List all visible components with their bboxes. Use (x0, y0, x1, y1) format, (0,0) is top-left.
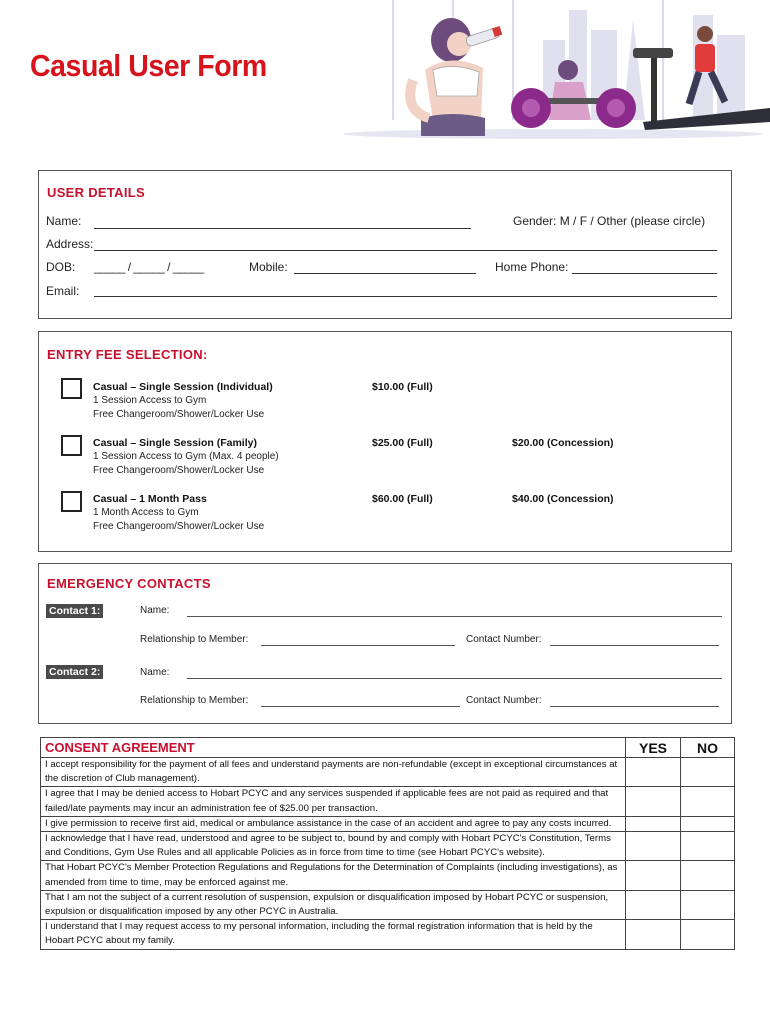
option-detail: Free Changeroom/Shower/Locker Use (93, 465, 265, 476)
no-cell[interactable] (681, 758, 735, 787)
gym-illustration (333, 0, 770, 140)
email-field[interactable] (94, 296, 717, 297)
contact-name-label: Name: (140, 605, 170, 616)
address-label: Address: (46, 237, 94, 251)
no-cell[interactable] (681, 920, 735, 949)
contact-1-name-field[interactable] (187, 616, 722, 617)
yes-cell[interactable] (626, 890, 681, 919)
entry-fee-section (38, 331, 732, 552)
address-field[interactable] (94, 250, 717, 251)
consent-statement: That Hobart PCYC's Member Protection Regulations and Regulations for the Determination of Complaints (including investigations), as amended from time to time, may be enforced against me. (41, 861, 626, 890)
consent-statement: I agree that I may be denied access to Hobart PCYC and any services suspended if applicable fees are not paid as required and that failed/late payments may incur an administration fee of $25.00 per transaction. (41, 787, 626, 816)
no-cell[interactable] (681, 861, 735, 890)
option-detail: 1 Session Access to Gym (93, 395, 207, 406)
home-phone-label: Home Phone: (495, 260, 569, 274)
yes-cell[interactable] (626, 861, 681, 890)
dob-field[interactable]: _____ / _____ / _____ (94, 260, 204, 274)
relationship-label: Relationship to Member: (140, 695, 249, 706)
no-header: NO (681, 738, 735, 758)
price-full: $60.00 (Full) (372, 493, 433, 505)
option-detail: 1 Month Access to Gym (93, 507, 199, 518)
no-cell[interactable] (681, 787, 735, 816)
price-full: $25.00 (Full) (372, 437, 433, 449)
contact-number-label: Contact Number: (466, 634, 542, 645)
contact-2-name-field[interactable] (187, 678, 722, 679)
yes-cell[interactable] (626, 816, 681, 831)
emergency-contacts-section (38, 563, 732, 724)
no-cell[interactable] (681, 890, 735, 919)
contact-2-number-field[interactable] (550, 706, 719, 707)
relationship-label: Relationship to Member: (140, 634, 249, 645)
contact-2-tag: Contact 2: (46, 665, 103, 679)
consent-row (41, 861, 735, 890)
consent-row (41, 787, 735, 816)
gender-label: Gender: M / F / Other (please circle) (513, 214, 706, 228)
name-label: Name: (46, 214, 82, 228)
consent-header-row (41, 738, 735, 758)
price-concession: $40.00 (Concession) (512, 493, 614, 505)
emergency-heading: EMERGENCY CONTACTS (47, 576, 211, 591)
entry-fee-heading: ENTRY FEE SELECTION: (47, 347, 208, 362)
consent-row (41, 890, 735, 919)
contact-name-label: Name: (140, 667, 170, 678)
consent-statement: I accept responsibility for the payment of all fees and understand payments are non-refundable (except in exceptional circumstances at the discretion of Club management). (41, 758, 626, 787)
option-name: Casual – 1 Month Pass (93, 493, 207, 505)
option-name: Casual – Single Session (Individual) (93, 381, 273, 393)
yes-cell[interactable] (626, 787, 681, 816)
option-checkbox[interactable] (61, 435, 82, 456)
yes-header: YES (626, 738, 681, 758)
contact-1-number-field[interactable] (550, 645, 719, 646)
consent-table (40, 737, 735, 950)
consent-row (41, 920, 735, 949)
user-details-section (38, 170, 732, 319)
email-label: Email: (46, 284, 80, 298)
consent-row (41, 832, 735, 861)
home-phone-field[interactable] (572, 273, 717, 274)
name-field[interactable] (94, 228, 471, 229)
consent-statement: That I am not the subject of a current resolution of suspension, expulsion or disqualification imposed by Hobart PCYC or suspension, expulsion or disqualification imposed by any other PCYC in Australia. (41, 890, 626, 919)
yes-cell[interactable] (626, 758, 681, 787)
option-checkbox[interactable] (61, 378, 82, 399)
contact-number-label: Contact Number: (466, 695, 542, 706)
consent-statement: I give permission to receive first aid, medical or ambulance assistance in the case of an accident and agree to pay any costs incurred. (41, 816, 626, 831)
no-cell[interactable] (681, 816, 735, 831)
consent-row (41, 816, 735, 831)
price-full: $10.00 (Full) (372, 381, 433, 393)
consent-statement: I understand that I may request access to my personal information, including the formal registration information that is held by the Hobart PCYC about my family. (41, 920, 626, 949)
consent-heading: CONSENT AGREEMENT (41, 738, 626, 758)
contact-2-relationship-field[interactable] (261, 706, 460, 707)
mobile-field[interactable] (294, 273, 476, 274)
option-checkbox[interactable] (61, 491, 82, 512)
option-detail: Free Changeroom/Shower/Locker Use (93, 521, 265, 532)
dob-label: DOB: (46, 260, 76, 274)
yes-cell[interactable] (626, 832, 681, 861)
contact-1-relationship-field[interactable] (261, 645, 455, 646)
mobile-label: Mobile: (249, 260, 288, 274)
option-name: Casual – Single Session (Family) (93, 437, 257, 449)
no-cell[interactable] (681, 832, 735, 861)
option-detail: Free Changeroom/Shower/Locker Use (93, 409, 265, 420)
option-detail: 1 Session Access to Gym (Max. 4 people) (93, 451, 279, 462)
form-title: Casual User Form (30, 48, 267, 83)
yes-cell[interactable] (626, 920, 681, 949)
contact-1-tag: Contact 1: (46, 604, 103, 618)
user-details-heading: USER DETAILS (47, 185, 145, 200)
consent-row (41, 758, 735, 787)
price-concession: $20.00 (Concession) (512, 437, 614, 449)
consent-statement: I acknowledge that I have read, understood and agree to be subject to, bound by and comply with Hobart PCYC's Constitution, Terms and Conditions, Gym Use Rules and all applicable Policies as in force from time to time (see Hobart PCYC's website). (41, 832, 626, 861)
